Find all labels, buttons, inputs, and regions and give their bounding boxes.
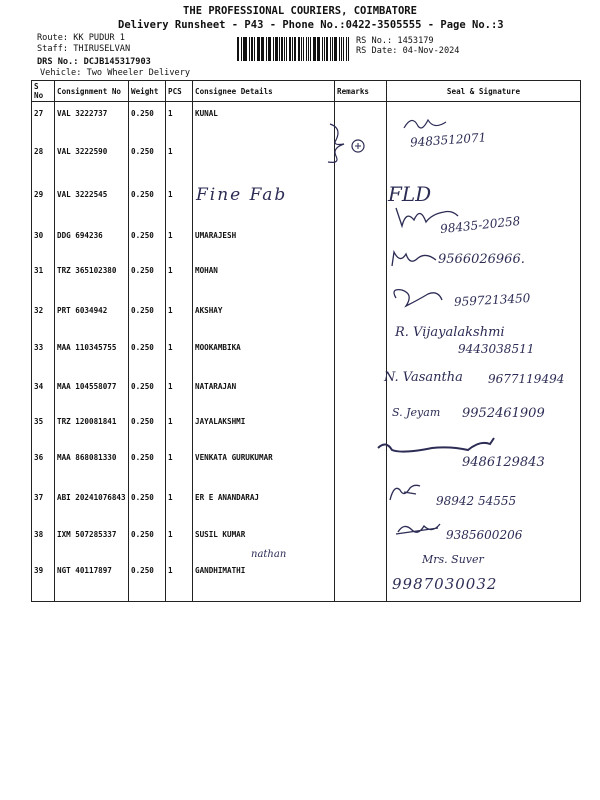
row-remarks <box>335 224 387 259</box>
barcode-bar <box>318 37 320 61</box>
barcode-bar <box>237 37 239 61</box>
handwritten-phone-33: 9443038511 <box>458 342 535 356</box>
row-consignee-name: UMARAJESH <box>193 224 335 259</box>
row-remarks <box>335 183 387 224</box>
row-consignment-no: ABI 20241076843 <box>55 486 129 523</box>
row-weight: 0.250 <box>129 523 166 559</box>
row-weight: 0.250 <box>129 410 166 446</box>
barcode-bar <box>330 37 331 61</box>
barcode-bar <box>284 37 285 61</box>
barcode-bar <box>258 37 260 61</box>
signature-32 <box>388 284 448 312</box>
staff-label: Staff: THIRUSELVAN <box>37 44 131 54</box>
row-weight: 0.250 <box>129 102 166 141</box>
row-weight: 0.250 <box>129 375 166 410</box>
barcode-bar <box>269 37 271 61</box>
row-remarks <box>335 299 387 336</box>
table-row <box>32 559 581 602</box>
row-pcs: 1 <box>166 183 193 224</box>
row-consignment-no: MAA 868081330 <box>55 446 129 486</box>
barcode-bar <box>268 37 269 61</box>
col-header-sno: S No <box>32 81 55 102</box>
runsheet-company-title: THE PROFESSIONAL COURIERS, COIMBATORE <box>183 5 417 17</box>
row-consignment-no: PRT 6034942 <box>55 299 129 336</box>
signature-31 <box>388 246 440 270</box>
barcode-bar <box>241 37 242 61</box>
barcode-bar <box>294 37 297 61</box>
row-consignment-no: VAL 3222737 <box>55 102 129 141</box>
barcode-bar <box>289 37 291 61</box>
row-sno: 36 <box>32 446 55 486</box>
row-consignee-name: ER E ANANDARAJ <box>193 486 335 523</box>
barcode-bar <box>341 37 342 61</box>
rs-date: RS Date: 04-Nov-2024 <box>356 46 460 56</box>
row-consignment-no: IXM 507285337 <box>55 523 129 559</box>
barcode-bar <box>249 37 250 61</box>
handwritten-name-35: S. Jeyam <box>392 406 441 419</box>
barcode-bar <box>317 37 318 61</box>
row-pcs: 1 <box>166 446 193 486</box>
col-header-consignment: Consignment No <box>55 81 129 102</box>
handwritten-name-34: N. Vasantha <box>384 370 463 385</box>
barcode-bar <box>326 37 328 61</box>
handwritten-fine-fab: Fine Fab <box>196 185 288 205</box>
handwritten-name-33: R. Vijayalakshmi <box>395 325 505 340</box>
row-pcs: 1 <box>166 559 193 602</box>
row-pcs: 1 <box>166 410 193 446</box>
barcode-bar <box>254 37 255 61</box>
barcode-bar <box>308 37 309 61</box>
barcode-bar <box>251 37 253 61</box>
row-consignee-name: MOHAN <box>193 259 335 299</box>
col-header-remarks: Remarks <box>335 81 387 102</box>
col-header-signature: Seal & Signature <box>387 81 581 102</box>
signature-37 <box>386 480 426 504</box>
barcode-bar <box>343 37 345 61</box>
barcode-bar <box>286 37 287 61</box>
row-pcs: 1 <box>166 259 193 299</box>
row-consignee-name: JAYALAKSHMI <box>193 410 335 446</box>
rs-number: RS No.: 1453179 <box>356 36 434 46</box>
row-pcs: 1 <box>166 375 193 410</box>
row-sno: 34 <box>32 375 55 410</box>
row-weight: 0.250 <box>129 140 166 183</box>
handwritten-phone-30: 98435-20258 <box>439 213 521 237</box>
barcode-bar <box>281 37 283 61</box>
row-consignment-no: MAA 104558077 <box>55 375 129 410</box>
row-sno: 38 <box>32 523 55 559</box>
barcode-bar <box>273 37 274 61</box>
row-consignee-name <box>193 140 335 183</box>
barcode-bar <box>332 37 334 61</box>
row-weight: 0.250 <box>129 183 166 224</box>
row-pcs: 1 <box>166 102 193 141</box>
row-sno: 32 <box>32 299 55 336</box>
table-row <box>32 102 581 141</box>
barcode-bar <box>243 37 244 61</box>
vehicle-label: Vehicle: Two Wheeler Delivery <box>40 68 191 78</box>
handwritten-phone-31: 9566026966. <box>438 252 525 267</box>
row-consignee-name: MOOKAMBIKA <box>193 336 335 375</box>
barcode-bar <box>324 37 325 61</box>
row-consignee-name: VENKATA GURUKUMAR <box>193 446 335 486</box>
barcode-bar <box>261 37 264 61</box>
barcode-bar <box>334 37 337 61</box>
row-weight: 0.250 <box>129 446 166 486</box>
handwritten-phone-35: 9952461909 <box>462 406 545 421</box>
row-consignment-no: TRZ 365102380 <box>55 259 129 299</box>
signature-27 <box>400 112 450 134</box>
handwritten-name-39: Mrs. Suver <box>422 553 484 566</box>
barcode-bar <box>322 37 323 61</box>
row-consignment-no: TRZ 120081841 <box>55 410 129 446</box>
row-sno: 31 <box>32 259 55 299</box>
row-sno: 30 <box>32 224 55 259</box>
row-consignee-name: AKSHAY <box>193 299 335 336</box>
row-pcs: 1 <box>166 140 193 183</box>
row-pcs: 1 <box>166 336 193 375</box>
row-sno: 27 <box>32 102 55 141</box>
row-sno: 28 <box>32 140 55 183</box>
row-consignment-no: DDG 694236 <box>55 224 129 259</box>
barcode-bar <box>257 37 258 61</box>
handwritten-phone-32: 9597213450 <box>453 291 531 309</box>
barcode-bar <box>301 37 302 61</box>
col-header-pcs: PCS <box>166 81 193 102</box>
barcode-bar <box>306 37 308 61</box>
row-sno: 37 <box>32 486 55 523</box>
handwritten-phone-38: 9385600206 <box>446 528 523 542</box>
col-header-weight: Weight <box>129 81 166 102</box>
row-sno: 35 <box>32 410 55 446</box>
table-row <box>32 140 581 183</box>
signature-38 <box>394 518 444 540</box>
handwritten-fld: FLD <box>388 182 432 206</box>
barcode-bar <box>310 37 311 61</box>
row-weight: 0.250 <box>129 299 166 336</box>
row-consignment-no: NGT 40117897 <box>55 559 129 602</box>
barcode-bar <box>244 37 247 61</box>
row-sno: 39 <box>32 559 55 602</box>
row-remarks <box>335 523 387 559</box>
barcode-bar <box>313 37 316 61</box>
row-pcs: 1 <box>166 299 193 336</box>
row-weight: 0.250 <box>129 336 166 375</box>
row-weight: 0.250 <box>129 559 166 602</box>
barcode-bar <box>279 37 280 61</box>
handwritten-phone-39: 9987030032 <box>392 575 498 593</box>
row-remarks <box>335 375 387 410</box>
col-header-consignee: Consignee Details <box>193 81 335 102</box>
barcode-bar <box>298 37 300 61</box>
handwritten-phone-36: 9486129843 <box>462 455 545 470</box>
handwritten-phone-34: 9677119494 <box>488 372 565 386</box>
row-weight: 0.250 <box>129 224 166 259</box>
handwritten-phone-27: 9483512071 <box>409 130 487 150</box>
barcode-bar <box>303 37 304 61</box>
table-header-row <box>32 81 581 102</box>
row-weight: 0.250 <box>129 259 166 299</box>
route-label: Route: KK PUDUR 1 <box>37 33 125 43</box>
row-consignee-name: NATARAJAN <box>193 375 335 410</box>
row-consignee-name: SUSIL KUMAR <box>193 523 335 559</box>
row-remarks <box>335 559 387 602</box>
row-consignment-no: VAL 3222590 <box>55 140 129 183</box>
row-weight: 0.250 <box>129 486 166 523</box>
row-pcs: 1 <box>166 486 193 523</box>
barcode-bar <box>275 37 278 61</box>
handwritten-nathan: nathan <box>251 549 287 560</box>
barcode-bar <box>346 37 347 61</box>
row-pcs: 1 <box>166 224 193 259</box>
barcode-bar <box>292 37 293 61</box>
row-sno: 33 <box>32 336 55 375</box>
row-consignee-name: KUNAL <box>193 102 335 141</box>
row-consignment-no: MAA 110345755 <box>55 336 129 375</box>
row-remarks <box>335 336 387 375</box>
runsheet-table <box>31 80 581 602</box>
barcode <box>237 37 350 61</box>
runsheet-subtitle: Delivery Runsheet - P43 - Phone No.:0422-3505555 - Page No.:3 <box>118 19 504 31</box>
row-consignee-name: GANDHIMATHI <box>193 559 335 602</box>
row-remarks <box>335 259 387 299</box>
barcode-bar <box>348 37 349 61</box>
drs-number: DRS No.: DCJB145317903 <box>37 57 151 67</box>
barcode-bar <box>339 37 340 61</box>
remarks-brace-mark <box>320 118 380 166</box>
row-sno: 29 <box>32 183 55 224</box>
row-remarks <box>335 486 387 523</box>
row-consignment-no: VAL 3222545 <box>55 183 129 224</box>
barcode-bar <box>266 37 267 61</box>
row-pcs: 1 <box>166 523 193 559</box>
handwritten-phone-37: 98942 54555 <box>436 494 517 508</box>
